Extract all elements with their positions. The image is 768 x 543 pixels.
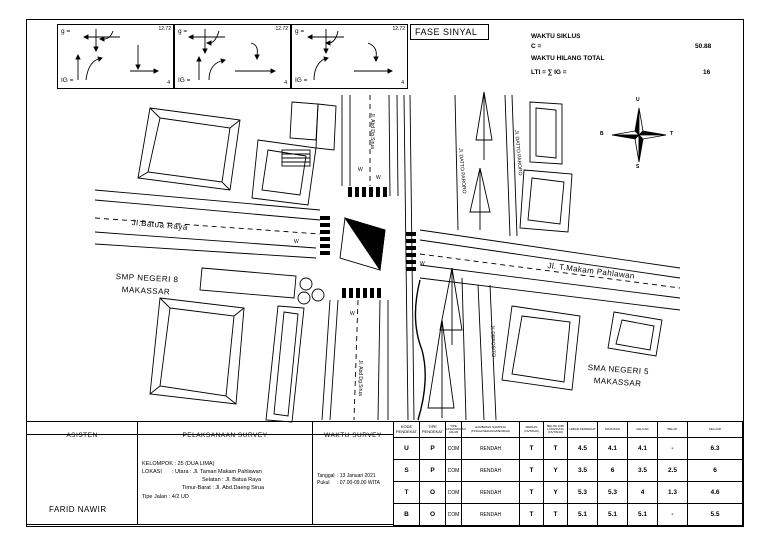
cell-w5: 6: [688, 460, 743, 482]
width-label-4: W: [420, 261, 425, 267]
building-ne-2: [520, 170, 572, 232]
cell-w3: 4.1: [628, 438, 658, 460]
subheader-w4: BELOK: [658, 422, 688, 438]
cell-w5: 5.5: [688, 504, 743, 526]
cell-median: T: [520, 504, 544, 526]
lti-value: 16: [703, 69, 711, 76]
cell-kode: S: [394, 460, 420, 482]
road-label-sirua-south: Jl. Abd Dg.Sirua: [357, 360, 363, 396]
phase-1-ig-label: IG =: [61, 76, 74, 84]
zebra-crossing-south: [342, 288, 381, 298]
building-n-small: [290, 102, 318, 140]
cell-median: T: [520, 460, 544, 482]
phase-2-ig-value: 4: [284, 80, 287, 86]
phase-3-ig-label: IG =: [295, 76, 308, 84]
phase-2-g-value: 12.72: [275, 26, 288, 32]
building-se-school: [502, 306, 580, 390]
cell-kode: U: [394, 438, 420, 460]
cell-tipe: O: [420, 504, 446, 526]
header-hambatan: HAMBATAN SAMPING (TINGGI/SEDANG/RENDAH): [462, 422, 520, 438]
building-smp-block: [200, 268, 296, 298]
cell-tipe: O: [420, 482, 446, 504]
cell-w4: 1.3: [658, 482, 688, 504]
lti-label: LTI = ∑ IG =: [531, 69, 567, 76]
phase-title: FASE SINYAL: [415, 27, 478, 37]
table-row: [394, 482, 743, 504]
survey-block: [137, 421, 313, 525]
cell-hambatan: RENDAH: [462, 504, 520, 526]
c-value: 50.88: [695, 43, 712, 50]
compass-south: S: [636, 164, 640, 170]
cell-w4: -: [658, 438, 688, 460]
road-abd-dg-sirua-south: [322, 300, 388, 420]
road-label-makam: Jl. T.Makam Pahlawan: [547, 261, 636, 281]
road-label-sirua-north: Jl. Abd Dg.Sirua: [369, 113, 375, 149]
zebra-crossing-north: [348, 187, 387, 197]
width-label-3: W: [294, 239, 299, 245]
zebra-crossing-west: [320, 216, 330, 255]
school-sma-line1: SMA NEGERI 5: [587, 363, 650, 377]
building-n-house: [252, 140, 316, 205]
phase-2-ig-label: IG =: [178, 76, 191, 84]
width-label-5: W: [350, 311, 355, 317]
header-median: MEDIAN (YA/TIDAK): [520, 422, 544, 438]
pukul-value: : 07.00-09.00 WITA: [337, 480, 380, 486]
cell-w5: 4.6: [688, 482, 743, 504]
compass-icon: [604, 97, 674, 170]
cell-belok: T: [544, 504, 568, 526]
phase-1-g-label: g =: [61, 28, 71, 35]
cell-lingk: COM: [446, 438, 462, 460]
phase-3-g-label: g =: [295, 28, 305, 35]
cell-w2: 4.1: [598, 438, 628, 460]
c-label: C =: [531, 43, 542, 50]
phase-3-ig-value: 4: [401, 80, 404, 86]
cell-kode: B: [394, 504, 420, 526]
road-label-deposito: Jl. DEPOSITO: [489, 324, 497, 358]
phase-2-g-label: g =: [178, 28, 188, 35]
cell-belok: T: [544, 438, 568, 460]
subheader-w5: KELUAR: [688, 422, 743, 438]
shrub-icon: [298, 278, 324, 304]
road-label-datto-1: Jl. DATTO PARORO: [457, 147, 467, 194]
asisten-name: FARID NAWIR: [49, 505, 107, 514]
cell-w1: 5.3: [568, 482, 598, 504]
intersection-center: [340, 218, 385, 270]
kelompok-text: KELOMPOK : 25 (DUA LIMA): [142, 461, 215, 467]
cell-tipe: P: [420, 438, 446, 460]
cell-w4: 2.5: [658, 460, 688, 482]
school-smp-line2: MAKASSAR: [121, 285, 171, 297]
lokasi-timur-barat: Timur-Barat : Jl. Abd.Daeng Sirua: [182, 485, 265, 491]
subheader-w1: LEBAR PENDEKAT: [568, 422, 598, 438]
lost-time-label: WAKTU HILANG TOTAL: [531, 55, 605, 62]
cell-w1: 5.1: [568, 504, 598, 526]
table-row: [394, 438, 743, 460]
header-kode: KODE PENDEKAT: [394, 422, 420, 438]
building-nw: [138, 108, 240, 190]
pukul-label: Pukul: [317, 480, 330, 486]
building-se-small: [608, 312, 662, 356]
cell-w2: 5.3: [598, 482, 628, 504]
cell-lingk: COM: [446, 460, 462, 482]
cell-median: T: [520, 482, 544, 504]
building-s-tall: [266, 306, 304, 422]
asisten-header: ASISTEN: [66, 432, 98, 439]
road-label-datto-2: Jl. DATTO PARORO: [513, 129, 523, 176]
table-row: [394, 504, 743, 526]
phase-1-ig-value: 4: [167, 80, 170, 86]
phase-1-g-value: 12.72: [158, 26, 171, 32]
cell-median: T: [520, 438, 544, 460]
cell-w1: 3.5: [568, 460, 598, 482]
tanggal-label: Tanggal: [317, 473, 335, 479]
cell-kode: T: [394, 482, 420, 504]
zebra-crossing-east: [406, 232, 416, 271]
tanggal-value: : 13 Januari 2021: [337, 473, 376, 479]
school-sma-line2: MAKASSAR: [593, 376, 642, 389]
school-smp-line1: SMP NEGERI 8: [115, 272, 179, 285]
building-ne-1: [530, 102, 562, 164]
header-tipe: TIPE PENDEKAT: [420, 422, 446, 438]
tipe-jalan: Tipe Jalan : 4/2 UD: [142, 494, 189, 500]
cell-hambatan: RENDAH: [462, 460, 520, 482]
width-label-2: W: [376, 175, 381, 181]
road-label-batua: Jl.Batua Raya: [131, 218, 189, 232]
cell-hambatan: RENDAH: [462, 438, 520, 460]
building-sw-school: [150, 298, 244, 404]
cell-w4: -: [658, 504, 688, 526]
road-batua-raya: [95, 190, 320, 258]
lokasi-selatan: Selatan : Jl. Batua Raya: [202, 477, 262, 483]
cell-w5: 6.3: [688, 438, 743, 460]
cell-w2: 6: [598, 460, 628, 482]
header-belok-kiri: BELOK KIRI LANGSUNG (YA/TIDAK): [544, 422, 568, 438]
compass-east: T: [670, 131, 674, 137]
waktu-block: [312, 421, 394, 525]
compass-rose: [600, 97, 674, 170]
cell-tipe: P: [420, 460, 446, 482]
cell-hambatan: RENDAH: [462, 482, 520, 504]
cell-lingk: COM: [446, 504, 462, 526]
waktu-header: WAKTU SURVEY: [324, 432, 382, 439]
header-lingkungan: TIPE LINGKUNGAN JALAN: [446, 422, 462, 438]
phase-3-g-value: 12.72: [392, 26, 405, 32]
canal-line: [415, 280, 425, 420]
asisten-block: [26, 421, 138, 525]
compass-north: U: [636, 97, 640, 103]
table-row: [394, 460, 743, 482]
cell-w3: 3.5: [628, 460, 658, 482]
tree-icon: [428, 92, 492, 418]
cell-w3: 5.1: [628, 504, 658, 526]
lokasi-utara: : Utara : Jl. Taman Makam Pahlawan: [172, 469, 262, 475]
survey-header: PELAKSANAAN SURVEY: [182, 432, 268, 439]
cell-lingk: COM: [446, 482, 462, 504]
lokasi-label: LOKASI: [142, 469, 162, 475]
approach-data-table: [393, 421, 743, 526]
cell-belok: Y: [544, 482, 568, 504]
subheader-w2: MASUKAN: [598, 422, 628, 438]
cell-w1: 4.5: [568, 438, 598, 460]
cycle-label: WAKTU SIKLUS: [531, 33, 581, 40]
cell-w2: 5.1: [598, 504, 628, 526]
cell-w3: 4: [628, 482, 658, 504]
subheader-w3: KELUAR: [628, 422, 658, 438]
compass-west: B: [600, 131, 604, 137]
cell-belok: Y: [544, 460, 568, 482]
width-label-1: W: [358, 167, 363, 173]
